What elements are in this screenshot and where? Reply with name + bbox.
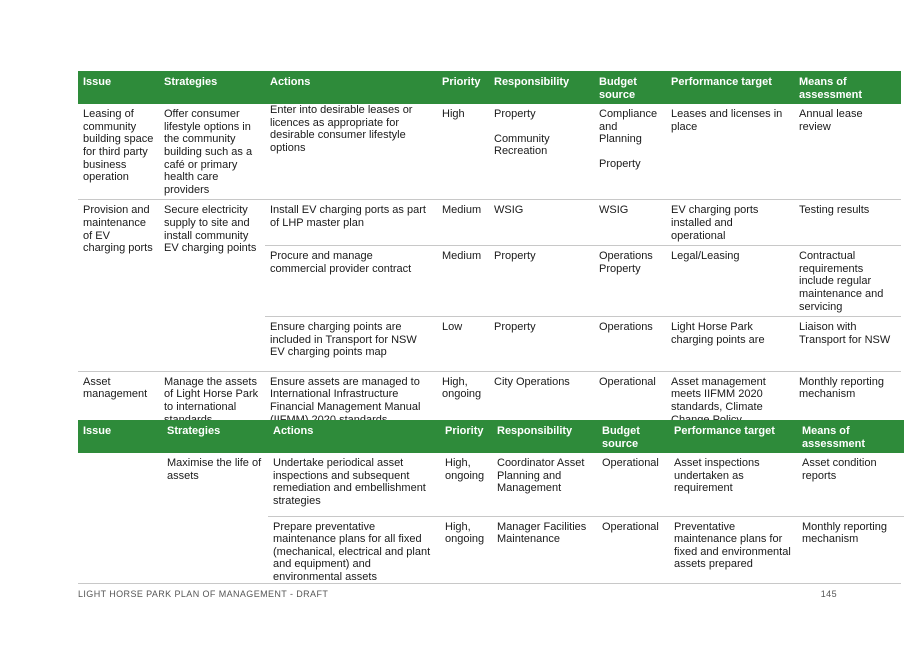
cell-priority: Low: [437, 317, 489, 372]
cell-priority: Medium: [437, 246, 489, 317]
cell-issue: Asset management: [78, 371, 159, 429]
header-actions: Actions: [265, 71, 437, 104]
cell-performance-target: Legal/Leasing: [666, 246, 794, 317]
header-priority: Priority: [440, 420, 492, 453]
header-budget-source: Budget source: [597, 420, 669, 453]
cell-strategies: Manage the assets of Light Horse Park to international: [159, 371, 265, 429]
cell-means-of-assessment: Annual lease review: [799, 108, 863, 133]
cell-responsibility: Property: [489, 317, 594, 372]
cell-budget-source: Operations Property: [594, 246, 666, 317]
header-budget-source: Budget source: [594, 71, 666, 104]
header-issue: Issue: [78, 420, 162, 453]
cell-means-of-assessment: Testing results: [794, 200, 901, 246]
header-performance-target: Performance target: [666, 71, 794, 104]
cell-budget-source: Operational: [597, 516, 669, 586]
table-row: [78, 200, 901, 246]
cell-means-of-assessment: Monthly reporting mechanism: [797, 516, 904, 586]
table-header-row: [78, 71, 901, 104]
cell-budget-source: [594, 104, 666, 200]
cell-performance-target: Asset management meets IIFMM 2020 standards, Climate: [666, 371, 794, 429]
cell-responsibility: [489, 104, 594, 200]
action-plan-table-2: [78, 420, 904, 587]
cell-actions: Enter into desirable leases or licences as appropriate for desirable consumer lifestyle options: [270, 104, 413, 154]
table-row: [78, 453, 904, 516]
header-priority: Priority: [437, 71, 489, 104]
cell-actions: Prepare preventative maintenance plans for all fixed (mechanical, electrical and plant and equipment) and environmental assets: [268, 516, 440, 586]
responsibility-line: Community Recreation: [494, 132, 550, 158]
table-header-row: [78, 420, 904, 453]
responsibility-line: Property: [494, 108, 536, 121]
cell-performance-target: Asset inspections undertaken as requirement: [674, 457, 760, 495]
header-means-of-assessment: Means of assessment: [794, 71, 901, 104]
cell-priority: High, ongoing: [445, 457, 485, 482]
cell-priority: High, ongoing: [440, 516, 492, 586]
cell-actions: Ensure charging points are included in Transport for NSW EV charging points map: [265, 317, 437, 372]
cell-responsibility: Coordinator Asset Planning and Management: [497, 457, 585, 495]
cell-priority: High, ongoing: [437, 371, 489, 429]
page-footer: [78, 583, 901, 599]
cell-responsibility: Property: [489, 246, 594, 317]
cell-responsibility: Manager Facilities Maintenance: [492, 516, 597, 586]
cell-budget-source: Operational: [602, 457, 659, 470]
cell-means-of-assessment: Liaison with Transport for NSW: [794, 317, 901, 372]
cell-means-of-assessment: Contractual requirements include regular maintenance and servicing: [794, 246, 901, 317]
cell-budget-source: Operations: [594, 317, 666, 372]
page-number: 145: [820, 589, 837, 599]
cell-means-of-assessment: Monthly reporting mechanism: [794, 371, 901, 429]
cell-priority: Medium: [437, 200, 489, 246]
cell-issue: Provision and maintenance of EV charging ports: [78, 200, 159, 372]
cell-performance-target: Light Horse Park charging points are: [666, 317, 794, 372]
cell-priority: High: [442, 108, 465, 121]
cell-strategies: Maximise the life of assets: [167, 457, 262, 482]
cell-performance-target: EV charging ports installed and operational: [666, 200, 794, 246]
cell-issue: [78, 453, 162, 586]
cell-budget-source: WSIG: [594, 200, 666, 246]
header-issue: Issue: [78, 71, 159, 104]
action-plan-table-1: [78, 71, 901, 430]
cell-issue: Leasing of community building space for third party business operation: [83, 108, 154, 184]
header-means-of-assessment: Means of assessment: [797, 420, 904, 453]
cell-budget-source: Operational: [594, 371, 666, 429]
cell-strategies: Offer consumer lifestyle options in the community building such as a café or primary health care providers: [164, 108, 253, 196]
budget-line: Property: [599, 157, 641, 170]
cell-responsibility: WSIG: [489, 200, 594, 246]
cell-actions: Undertake periodical asset inspections and subsequent remediation and embellishment strategies: [273, 457, 426, 507]
header-actions: Actions: [268, 420, 440, 453]
document-title: LIGHT HORSE PARK PLAN OF MANAGEMENT - DRAFT: [78, 589, 329, 599]
cell-performance-target: Leases and licenses in place: [671, 108, 783, 133]
budget-line: Compliance and Planning: [599, 108, 658, 146]
table-row: [78, 104, 901, 200]
header-performance-target: Performance target: [669, 420, 797, 453]
cell-strategies: Secure electricity supply to site and install community EV charging points: [159, 200, 265, 372]
cell-actions: Ensure assets are managed to International Infrastructure Financial Management Manual: [265, 371, 437, 429]
cell-actions: Install EV charging ports as part of LHP master plan: [265, 200, 437, 246]
cell-performance-target: Preventative maintenance plans for fixed and environmental assets prepared: [669, 516, 797, 586]
header-responsibility: Responsibility: [492, 420, 597, 453]
cell-means-of-assessment: Asset condition reports: [802, 457, 877, 482]
header-responsibility: Responsibility: [489, 71, 594, 104]
cell-responsibility: City Operations: [489, 371, 594, 429]
cell-actions: Procure and manage commercial provider contract: [265, 246, 437, 317]
header-strategies: Strategies: [162, 420, 268, 453]
header-strategies: Strategies: [159, 71, 265, 104]
